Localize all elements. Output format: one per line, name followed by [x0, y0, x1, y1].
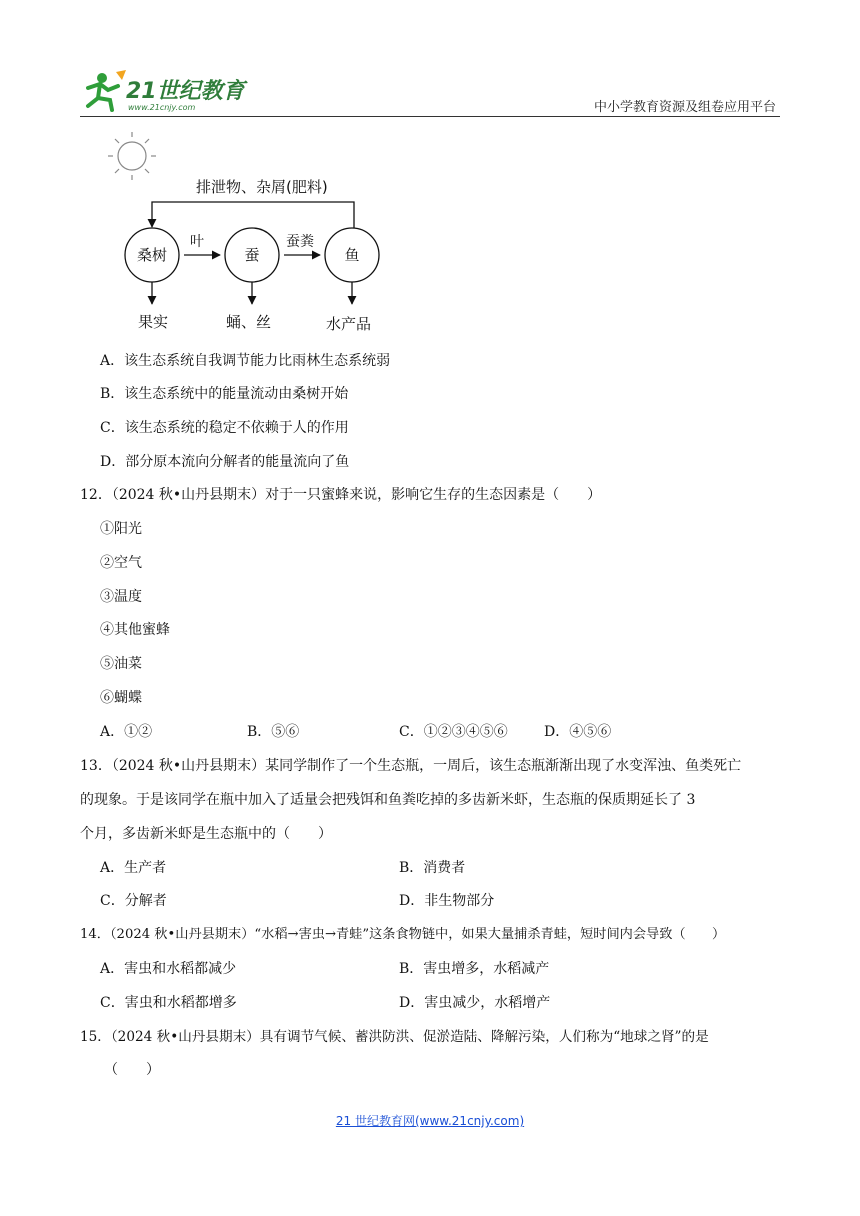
q13-option-c: C．分解者	[100, 893, 167, 909]
q13-stem-line: 个月，多齿新米虾是生态瓶中的（ ）	[80, 826, 332, 842]
q12-option-d: D．④⑤⑥	[544, 724, 612, 740]
q13-option-b: B．消费者	[399, 860, 466, 876]
q12-item: ②空气	[100, 555, 142, 571]
footer	[0, 1112, 860, 1129]
q11-option-b: B．该生态系统中的能量流动由桑树开始	[100, 386, 349, 402]
sun-icon	[108, 132, 156, 180]
edge-label: 蚕粪	[286, 234, 314, 250]
q12-item: ⑥蝴蝶	[100, 690, 142, 706]
logo-url: www.21cnjy.com	[128, 103, 196, 112]
header-divider	[80, 116, 780, 117]
q15-stem-line: 15．（2024 秋•山丹县期末）具有调节气候、蓄洪防洪、促淤造陆、降解污染，人们称为“地球之肾”的是	[80, 1029, 709, 1045]
site-logo	[78, 66, 248, 116]
output-label: 蛹、丝	[226, 313, 272, 331]
q12-item: ③温度	[100, 589, 142, 605]
q14-option-c: C．害虫和水稻都增多	[100, 995, 237, 1011]
q14-option-b: B．害虫增多，水稻减产	[399, 961, 550, 977]
q15-stem-line: （ ）	[104, 1062, 160, 1078]
q12-item: ④其他蜜蜂	[100, 622, 170, 638]
runner-logo-icon	[88, 70, 126, 110]
q13-stem-line: 13．（2024 秋•山丹县期末）某同学制作了一个生态瓶，一周后，该生态瓶渐渐出现了水变浑浊、鱼类死亡	[80, 758, 742, 774]
output-label: 果实	[138, 313, 169, 331]
q14-option-a: A．害虫和水稻都减少	[100, 961, 237, 977]
q12-item: ①阳光	[100, 521, 142, 537]
q13-option-a: A．生产者	[100, 860, 167, 876]
q14-option-d: D．害虫减少，水稻增产	[399, 995, 551, 1011]
q12-option-b: B．⑤⑥	[247, 724, 300, 740]
q12-stem: 12．（2024 秋•山丹县期末）对于一只蜜蜂来说，影响它生存的生态因素是（ ）	[80, 487, 602, 503]
footer-link[interactable]: 21 世纪教育网(www.21cnjy.com)	[335, 1114, 525, 1128]
q11-option-d: D．部分原本流向分解者的能量流向了鱼	[100, 454, 350, 470]
q11-option-a: A．该生态系统自我调节能力比雨林生态系统弱	[100, 353, 391, 369]
q14-stem: 14．（2024 秋•山丹县期末）“水稻→害虫→青蛙”这条食物链中，如果大量捕杀青蛙，短时间内会导致（ ）	[80, 927, 726, 942]
platform-name: 中小学教育资源及组卷应用平台	[593, 100, 776, 115]
diagram-top-label: 排泄物、杂屑(肥料)	[196, 178, 328, 196]
logo-title: 21世纪教育	[126, 79, 245, 104]
node-label: 鱼	[344, 246, 360, 264]
q12-option-a: A．①②	[100, 724, 153, 740]
q13-stem-line: 的现象。于是该同学在瓶中加入了适量会把残饵和鱼粪吃掉的多齿新米虾，生态瓶的保质期延长了 3	[80, 792, 696, 808]
node-label: 桑树	[136, 246, 168, 264]
output-label: 水产品	[326, 315, 372, 333]
edge-label: 叶	[190, 234, 204, 250]
q12-item: ⑤油菜	[100, 656, 142, 672]
node-label: 蚕	[244, 246, 260, 264]
q13-option-d: D．非生物部分	[399, 893, 495, 909]
q11-option-c: C．该生态系统的稳定不依赖于人的作用	[100, 420, 349, 436]
q12-option-c: C．①②③④⑤⑥	[399, 724, 508, 740]
mulberry-fish-diagram	[96, 124, 416, 344]
